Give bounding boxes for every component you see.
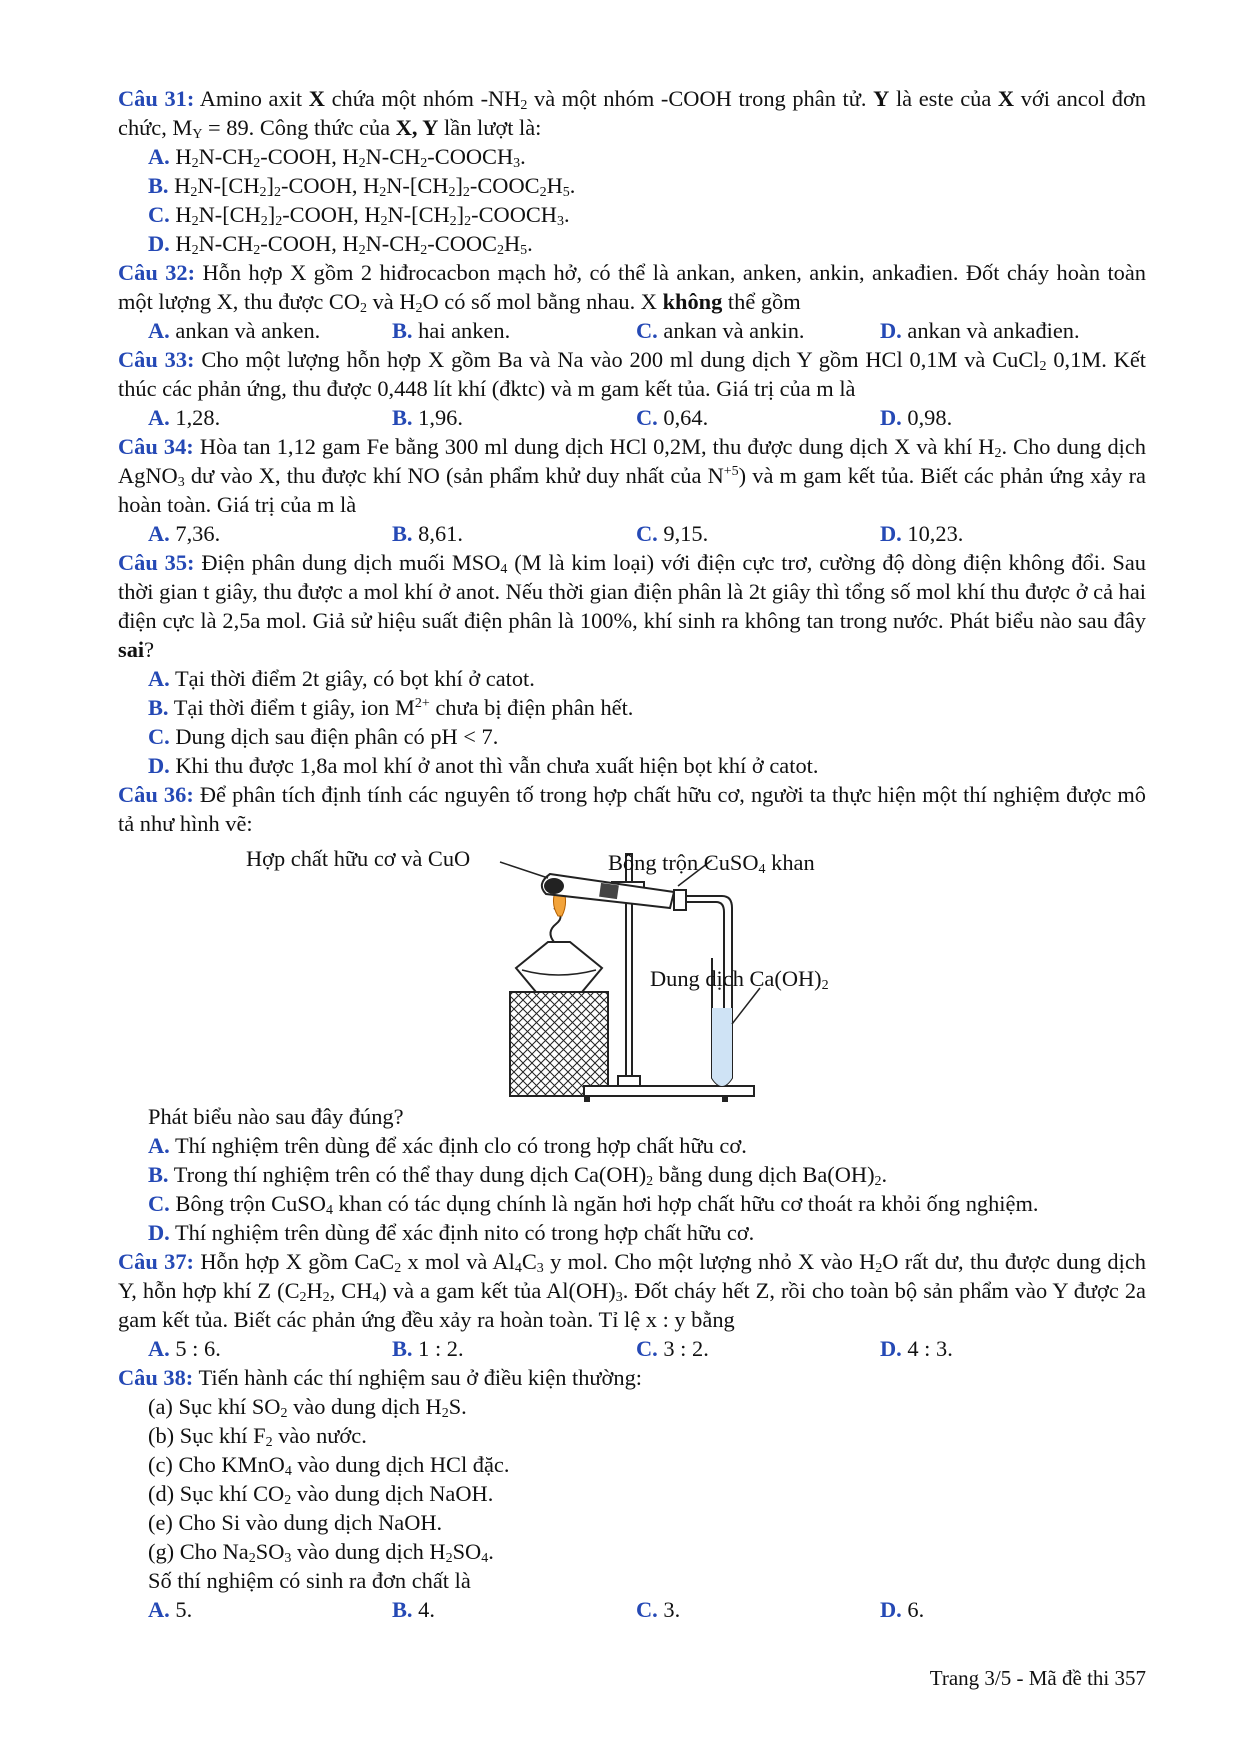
figure-label-cotton: Bông trộn CuSO$_4$ khan <box>608 850 815 877</box>
option-a[interactable]: A. 7,36. <box>148 521 221 546</box>
option-c[interactable]: C. ankan và ankin. <box>636 318 805 343</box>
experiment-g: (g) Cho $Na_2SO_3$ vào dung dịch $H_2SO_4$. <box>148 1539 494 1566</box>
option-a[interactable]: A. 5 : 6. <box>148 1336 221 1361</box>
question-31: Câu 31: Amino axit X chứa một nhóm $-NH_2$ và một nhóm -COOH trong phân tử. Y là este của X với ancol đơn chức, $M_Y = 89$. Công thức của X, Y lần lượt là: <box>118 86 1146 142</box>
option-b[interactable]: B. 1,96. <box>392 405 463 430</box>
option-c[interactable]: C. 9,15. <box>636 521 709 546</box>
question-number: Câu 33: <box>118 347 195 372</box>
option-c[interactable]: C. Dung dịch sau điện phân có pH < 7. <box>148 724 499 749</box>
option-d[interactable]: D. Thí nghiệm trên dùng để xác định nito có trong hợp chất hữu cơ. <box>148 1220 755 1245</box>
experiment-e: (e) Cho Si vào dung dịch NaOH. <box>148 1510 443 1535</box>
options-row <box>118 1595 1146 1624</box>
alcohol-lamp <box>516 942 602 992</box>
exam-page <box>118 84 1146 1624</box>
question-36-prompt: Phát biểu nào sau đây đúng? <box>148 1104 404 1129</box>
option-b[interactable]: B. Tại thời điểm t giây, ion $M^{2+}$ chưa bị điện phân hết. <box>148 695 634 720</box>
question-number: Câu 32: <box>118 260 196 285</box>
question-number: Câu 31: <box>118 86 195 111</box>
question-33: Câu 33: Cho một lượng hỗn hợp X gồm Ba và Na vào 200 ml dung dịch Y gồm HCl 0,1M và CuCl$_2$ 0,1M. Kết thúc các phản ứng, thu được 0,448 lít khí (đktc) và m gam kết tủa. Giá trị của m là <box>118 347 1146 401</box>
option-c[interactable]: C. 3. <box>636 1597 681 1622</box>
options-row <box>118 316 1146 345</box>
apparatus-drawing <box>118 838 1146 1102</box>
option-b[interactable]: B. hai anken. <box>392 318 511 343</box>
option-d[interactable]: D. 4 : 3. <box>880 1336 953 1361</box>
experiment-b: (b) Sục khí $F_2$ vào nước. <box>148 1423 367 1450</box>
experiment-d: (d) Sục khí $CO_2$ vào dung dịch NaOH. <box>148 1481 494 1508</box>
question-number: Câu 38: <box>118 1365 194 1390</box>
figure-label-organic-compound: Hợp chất hữu cơ và CuO <box>246 846 471 871</box>
lab-apparatus-figure <box>118 838 1146 1102</box>
option-b[interactable]: B. Trong thí nghiệm trên có thể thay dung dịch $Ca(OH)_2$ bằng dung dịch $Ba(OH)_2$. <box>148 1162 888 1189</box>
option-b[interactable]: B. $H_2N-[CH_2]_2$-COOH, $H_2N-[CH_2]_2-COOC_2H_5$. <box>148 173 576 200</box>
option-b[interactable]: B. 4. <box>392 1597 435 1622</box>
question-32: Câu 32: Hỗn hợp X gồm 2 hiđrocacbon mạch hở, có thể là ankan, anken, ankin, ankađien. Đốt cháy hoàn toàn một lượng X, thu được $CO_2$ và $H_2O$ có số mol bằng nhau. X không thể gồm <box>118 260 1146 316</box>
option-c[interactable]: C. Bông trộn CuSO$_4$ khan có tác dụng chính là ngăn hơi hợp chất hữu cơ thoát ra khỏi ống nghiệm. <box>148 1191 1039 1218</box>
page-footer: Trang 3/5 - Mã đề thi 357 <box>929 1666 1146 1690</box>
option-d[interactable]: D. 6. <box>880 1597 925 1622</box>
option-b[interactable]: B. 8,61. <box>392 521 463 546</box>
option-a[interactable]: A. ankan và anken. <box>148 318 321 343</box>
question-34: Câu 34: Hòa tan 1,12 gam Fe bằng 300 ml dung dịch HCl 0,2M, thu được dung dịch X và khí $H_2$. Cho dung dịch AgNO$_3$ dư vào X, thu được khí NO (sản phẩm khử duy nhất của $N^{+5}$) và m gam kết tủa. Biết các phản ứng xảy ra hoàn toàn. Giá trị của m là <box>118 434 1147 517</box>
question-number: Câu 37: <box>118 1249 194 1274</box>
options-row <box>118 1334 1146 1363</box>
option-c[interactable]: C. $H_2N-[CH_2]_2$-COOH, $H_2N-[CH_2]_2-COOCH_3$. <box>148 202 570 229</box>
option-a[interactable]: A. 1,28. <box>148 405 221 430</box>
option-d[interactable]: D. ankan và ankađien. <box>880 318 1080 343</box>
question-37: Câu 37: Hỗn hợp X gồm CaC$_2$ x mol và $Al_4C_3$ y mol. Cho một lượng nhỏ X vào $H_2O$ rất dư, thu được dung dịch Y, hỗn hợp khí Z ($C_2H_2$, $CH_4$) và a gam kết tủa $Al(OH)_3$. Đốt cháy hết Z, rồi cho toàn bộ sản phẩm vào Y được 2a gam kết tủa. Biết các phản ứng đều xảy ra hoàn toàn. Tỉ lệ x : y bằng <box>118 1249 1146 1332</box>
option-d[interactable]: D. $H_2N-CH_2$-COOH, $H_2N-CH_2-COOC_2H_5$. <box>148 231 533 258</box>
question-number: Câu 35: <box>118 550 195 575</box>
question-number: Câu 34: <box>118 434 194 459</box>
option-c[interactable]: C. 0,64. <box>636 405 709 430</box>
option-c[interactable]: C. 3 : 2. <box>636 1336 709 1361</box>
option-d[interactable]: D. 10,23. <box>880 521 964 546</box>
option-a[interactable]: A. Tại thời điểm 2t giây, có bọt khí ở catot. <box>148 666 535 691</box>
options-row <box>118 403 1146 432</box>
stand-base <box>584 1086 754 1096</box>
option-a[interactable]: A. $H_2N-CH_2$-COOH, $H_2N-CH_2-COOCH_3$. <box>148 144 526 171</box>
question-number: Câu 36: <box>118 782 194 807</box>
question-36: Câu 36: Để phân tích định tính các nguyên tố trong hợp chất hữu cơ, người ta thực hiện một thí nghiệm được mô tả như hình vẽ: <box>118 782 1146 836</box>
question-38: Câu 38: Tiến hành các thí nghiệm sau ở điều kiện thường: <box>118 1365 643 1390</box>
question-38-prompt: Số thí nghiệm có sinh ra đơn chất là <box>148 1568 471 1593</box>
option-b[interactable]: B. 1 : 2. <box>392 1336 464 1361</box>
option-a[interactable]: A. 5. <box>148 1597 193 1622</box>
heating-block <box>510 992 608 1096</box>
option-d[interactable]: D. Khi thu được 1,8a mol khí ở anot thì vẫn chưa xuất hiện bọt khí ở catot. <box>148 753 819 778</box>
question-35: Câu 35: Điện phân dung dịch muối $MSO_4$ (M là kim loại) với điện cực trơ, cường độ dòng điện không đổi. Sau thời gian t giây, thu được a mol khí ở anot. Nếu thời gian điện phân là 2t giây thì tổng số mol khí thu được ở cả hai điện cực là 2,5a mol. Giả sử hiệu suất điện phân là 100%, khí sinh ra không tan trong nước. Phát biểu nào sau đây sai? <box>118 550 1146 662</box>
experiment-a: (a) Sục khí $SO_2$ vào dung dịch $H_2S$. <box>148 1394 467 1421</box>
experiment-c: (c) Cho KMnO$_4$ vào dung dịch HCl đặc. <box>148 1452 510 1479</box>
option-d[interactable]: D. 0,98. <box>880 405 953 430</box>
options-row <box>118 519 1146 548</box>
option-a[interactable]: A. Thí nghiệm trên dùng để xác định clo có trong hợp chất hữu cơ. <box>148 1133 747 1158</box>
figure-label-solution: Dung dịch $Ca(OH)_2$ <box>650 966 829 993</box>
